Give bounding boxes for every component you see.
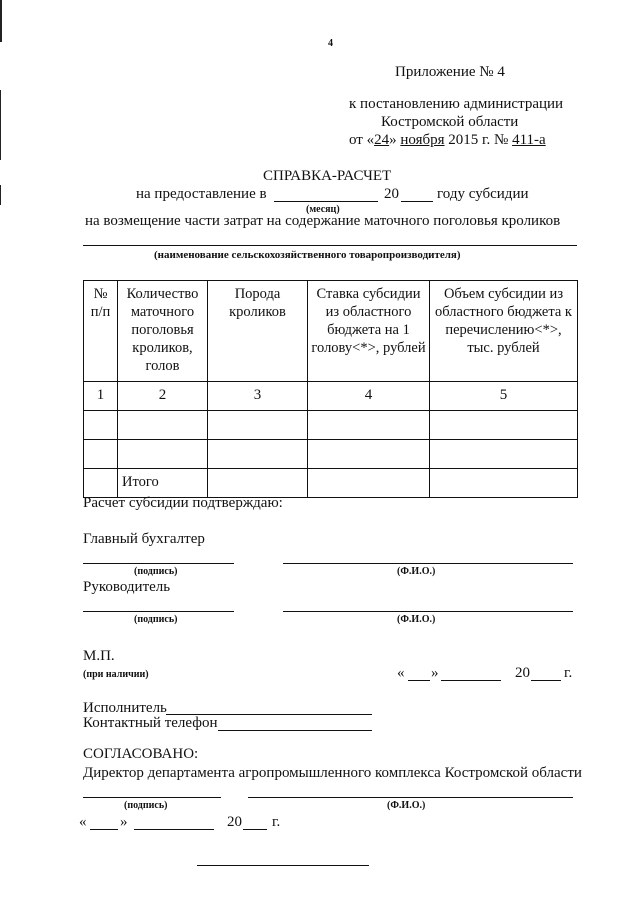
approval-year-line xyxy=(243,829,267,830)
document-title: СПРАВКА-РАСЧЕТ xyxy=(263,168,392,184)
stamp-date-close: » xyxy=(431,665,439,681)
head-signature-hint: (подпись) xyxy=(134,614,178,625)
table-total-row xyxy=(84,469,578,498)
chief-accountant-signature-line xyxy=(83,563,234,564)
table-cell xyxy=(308,440,430,469)
phone-line xyxy=(218,730,372,731)
table-column-numbers-row xyxy=(84,382,578,411)
head-name-line xyxy=(283,611,573,612)
approval-signature-hint: (подпись) xyxy=(124,800,168,811)
stamp-hint: (при наличии) xyxy=(83,669,149,680)
approval-year-suffix: г. xyxy=(272,814,281,830)
decree-month: ноября xyxy=(400,132,445,148)
table-cell xyxy=(84,411,118,440)
stamp-year-line xyxy=(531,680,561,681)
column-number: 1 xyxy=(84,382,118,411)
column-number: 5 xyxy=(430,382,578,411)
month-hint: (месяц) xyxy=(306,204,340,215)
stamp-day-line xyxy=(408,680,430,681)
stamp-year-prefix: 20 xyxy=(515,665,530,681)
approval-year-prefix: 20 xyxy=(227,814,242,830)
table-row xyxy=(84,440,578,469)
table-cell xyxy=(118,411,208,440)
stamp-label: М.П. xyxy=(83,648,115,664)
approval-date-open: « xyxy=(79,814,87,830)
decree-date-mid: » xyxy=(389,132,401,148)
title-line-2-prefix: на предоставление в xyxy=(136,186,267,202)
chief-accountant-name-line xyxy=(283,563,573,564)
table-cell xyxy=(208,440,308,469)
subsidy-table xyxy=(83,280,578,498)
column-number: 4 xyxy=(308,382,430,411)
column-number: 3 xyxy=(208,382,308,411)
decree-line-1: к постановлению администрации xyxy=(349,96,564,112)
head-label: Руководитель xyxy=(83,579,171,595)
chief-accountant-name-hint: (Ф.И.О.) xyxy=(397,566,436,577)
head-name-hint: (Ф.И.О.) xyxy=(397,614,436,625)
stamp-year-suffix: г. xyxy=(564,665,573,681)
table-cell xyxy=(308,469,430,498)
decree-date-line xyxy=(349,132,546,149)
table-row xyxy=(84,411,578,440)
chief-accountant-signature-hint: (подпись) xyxy=(134,566,178,577)
executor-label: Исполнитель xyxy=(83,700,167,716)
chief-accountant-label: Главный бухгалтер xyxy=(83,531,205,547)
head-signature-line xyxy=(83,611,234,612)
table-header-row xyxy=(84,281,578,382)
approval-label: СОГЛАСОВАНО: xyxy=(83,746,199,762)
header-subsidy-amount: Объем субсидии из областного бюджета к перечислению<*>, тыс. рублей xyxy=(430,281,578,382)
scan-edge-mark xyxy=(0,185,1,205)
total-label: Итого xyxy=(118,469,208,498)
title-line-2-year: 20 xyxy=(384,186,399,202)
table-cell xyxy=(430,411,578,440)
approval-signature-line xyxy=(83,797,221,798)
header-livestock-count: Количество маточного поголовья кроликов, голов xyxy=(118,281,208,382)
table-cell xyxy=(84,440,118,469)
column-number: 2 xyxy=(118,382,208,411)
approval-date-close: » xyxy=(120,814,128,830)
approval-day-line xyxy=(90,829,118,830)
title-line-2-suffix: году субсидии xyxy=(437,186,529,202)
year-blank-line xyxy=(401,201,433,202)
phone-label: Контактный телефон xyxy=(83,715,218,731)
scan-edge-mark xyxy=(0,0,2,42)
approval-position: Директор департамента агропромышленного комплекса Костромской области xyxy=(83,765,582,781)
producer-hint: (наименование сельскохозяйственного товаропроизводителя) xyxy=(154,249,461,261)
appendix-label: Приложение № 4 xyxy=(395,64,505,80)
stamp-date-open: « xyxy=(397,665,405,681)
decree-line-2: Костромской области xyxy=(381,114,519,130)
decree-day: 24 xyxy=(374,132,390,148)
month-blank-line xyxy=(274,201,378,202)
table-cell xyxy=(208,411,308,440)
table-cell xyxy=(430,469,578,498)
header-subsidy-rate: Ставка субсидии из областного бюджета на 1 голову<*>, рублей xyxy=(308,281,430,382)
header-index: № п/п xyxy=(84,281,118,382)
decree-number: 411-а xyxy=(512,132,546,148)
scan-edge-mark xyxy=(0,90,1,160)
decree-date-prefix: от « xyxy=(349,132,375,148)
stamp-month-line xyxy=(441,680,501,681)
confirmation-text: Расчет субсидии подтверждаю: xyxy=(83,495,283,511)
table-cell xyxy=(208,469,308,498)
approval-month-line xyxy=(134,829,214,830)
table-cell xyxy=(308,411,430,440)
table-cell xyxy=(118,440,208,469)
page-number: 4 xyxy=(328,38,333,49)
footer-line xyxy=(197,865,369,866)
table-cell xyxy=(84,469,118,498)
decree-year: 2015 г. № xyxy=(444,132,513,148)
approval-name-line xyxy=(248,797,573,798)
producer-name-line xyxy=(83,245,577,246)
title-line-3: на возмещение части затрат на содержание маточного поголовья кроликов xyxy=(85,213,561,229)
approval-name-hint: (Ф.И.О.) xyxy=(387,800,426,811)
table-cell xyxy=(430,440,578,469)
header-breed: Порода кроликов xyxy=(208,281,308,382)
